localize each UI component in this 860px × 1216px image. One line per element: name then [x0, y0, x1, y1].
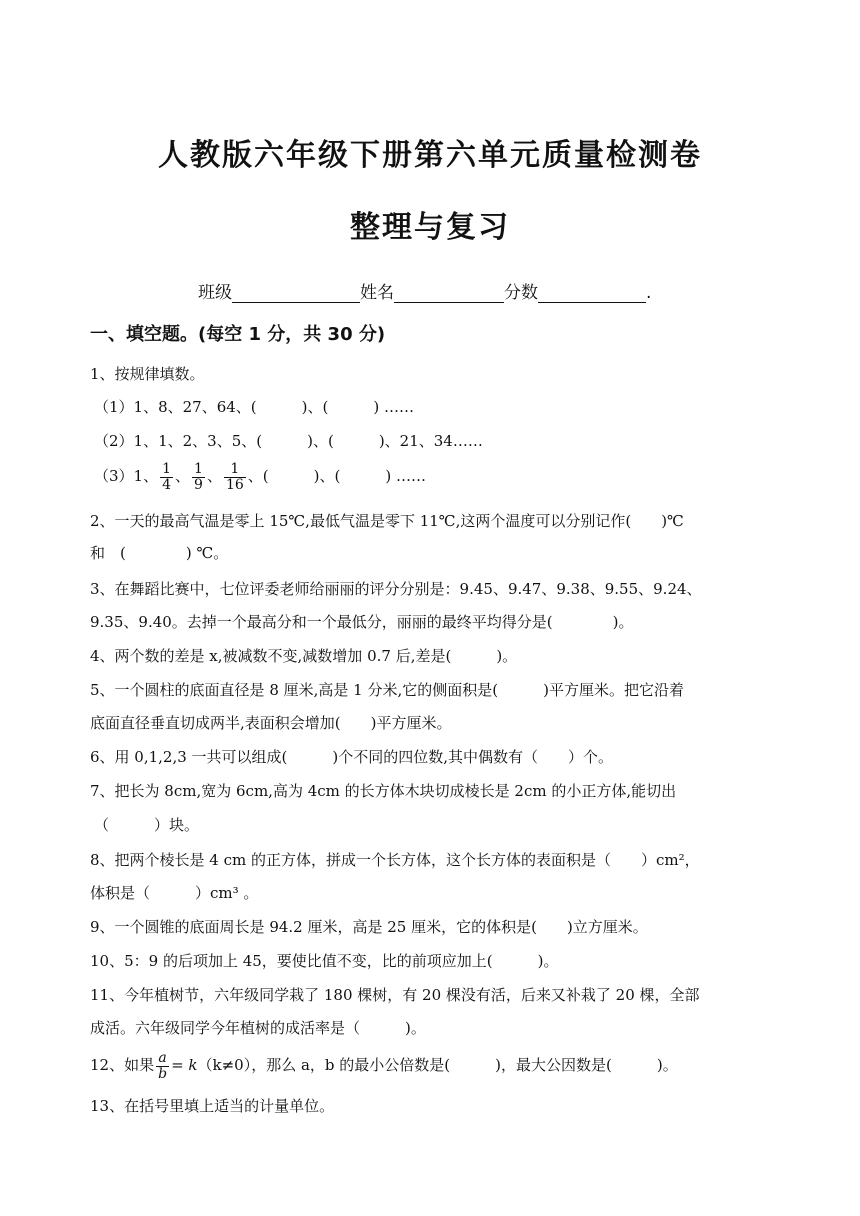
q4: 4、两个数的差是 x,被减数不变,减数增加 0.7 后,差是( )。 — [90, 647, 518, 665]
q8-line1: 8、把两个棱长是 4 cm 的正方体，拼成一个长方体，这个长方体的表面积是（ ）cm²， — [90, 851, 700, 869]
equals-sign: = — [171, 1056, 189, 1074]
q1-part3 — [94, 458, 426, 494]
q1-part1: （1）1、8、27、64、( )、( ) …… — [94, 398, 414, 416]
separator: 、 — [206, 467, 222, 485]
q1-part2: （2）1、1、2、3、5、( )、( )、21、34…… — [94, 432, 483, 450]
q1-part3-prefix: （3）1、 — [94, 467, 159, 485]
fraction-1-9 — [192, 462, 205, 493]
q6: 6、用 0,1,2,3 一共可以组成( )个不同的四位数,其中偶数有（ ）个。 — [90, 748, 614, 766]
fraction-numerator: a — [156, 1051, 169, 1067]
q5-line1: 5、一个圆柱的底面直径是 8 厘米,高是 1 分米,它的侧面积是( )平方厘米。把它沿着 — [90, 681, 684, 699]
variable-k: k — [188, 1056, 198, 1074]
q1-part3-suffix: 、( )、( ) …… — [247, 467, 426, 485]
q12-suffix: （k≠0），那么 a，b 的最小公倍数是( )，最大公因数是( )。 — [197, 1056, 678, 1074]
fraction-numerator: 1 — [224, 462, 246, 478]
info-end: . — [646, 283, 652, 303]
class-label: 班级 — [198, 283, 232, 303]
score-label: 分数 — [504, 283, 538, 303]
q8-line2: 体积是（ ）cm³ 。 — [90, 884, 259, 902]
fraction-a-over-b — [156, 1051, 169, 1082]
fraction-1-16 — [224, 462, 246, 493]
q7-line2: （ ）块。 — [94, 816, 200, 834]
fraction-numerator: 1 — [194, 460, 203, 477]
fraction-denominator: 9 — [194, 476, 203, 493]
q13: 13、在括号里填上适当的计量单位。 — [90, 1097, 335, 1115]
q11-line1: 11、今年植树节，六年级同学栽了 180 棵树，有 20 棵没有活，后来又补栽了 20 棵，全部 — [90, 986, 700, 1004]
q10: 10、5：9 的后项加上 45，要使比值不变，比的前项应加上( )。 — [90, 952, 559, 970]
q3-line1: 3、在舞蹈比赛中，七位评委老师给丽丽的评分分别是：9.45、9.47、9.38、9.55、9.24、 — [90, 580, 702, 598]
fraction-numerator: 1 — [162, 460, 172, 477]
page-subtitle: 整理与复习 — [350, 210, 510, 245]
fraction-denominator: 16 — [225, 476, 244, 493]
q1-stem: 1、按规律填数。 — [90, 365, 205, 383]
fraction-denominator: b — [158, 1065, 168, 1082]
q11-line2: 成活。六年级同学今年植树的成活率是（ )。 — [90, 1019, 426, 1037]
fraction-denominator: 4 — [162, 476, 172, 493]
q9: 9、一个圆锥的底面周长是 94.2 厘米，高是 25 厘米，它的体积是( )立方厘米。 — [90, 918, 648, 936]
q7-line1: 7、把长为 8cm,宽为 6cm,高为 4cm 的长方体木块切成棱长是 2cm 的小正方体,能切出 — [90, 782, 677, 800]
name-label: 姓名 — [360, 283, 394, 303]
name-blank[interactable] — [394, 284, 504, 303]
q12 — [90, 1047, 678, 1083]
class-blank[interactable] — [232, 284, 360, 303]
q12-prefix: 12、如果 — [90, 1056, 155, 1074]
q3-line2: 9.35、9.40。去掉一个最高分和一个最低分，丽丽的最终平均得分是( )。 — [90, 613, 634, 631]
q5-line2: 底面直径垂直切成两半,表面积会增加( )平方厘米。 — [90, 714, 452, 732]
q2-line2: 和 ( ) ℃。 — [90, 544, 229, 562]
student-info-row — [198, 278, 651, 303]
page-title: 人教版六年级下册第六单元质量检测卷 — [158, 138, 702, 173]
separator: 、 — [175, 467, 191, 485]
fraction-1-4 — [160, 462, 173, 493]
section-heading: 一、填空题。(每空 1 分，共 30 分) — [90, 324, 386, 345]
score-blank[interactable] — [538, 284, 646, 303]
q2-line1: 2、一天的最高气温是零上 15℃,最低气温是零下 11℃,这两个温度可以分别记作( )℃ — [90, 512, 684, 530]
